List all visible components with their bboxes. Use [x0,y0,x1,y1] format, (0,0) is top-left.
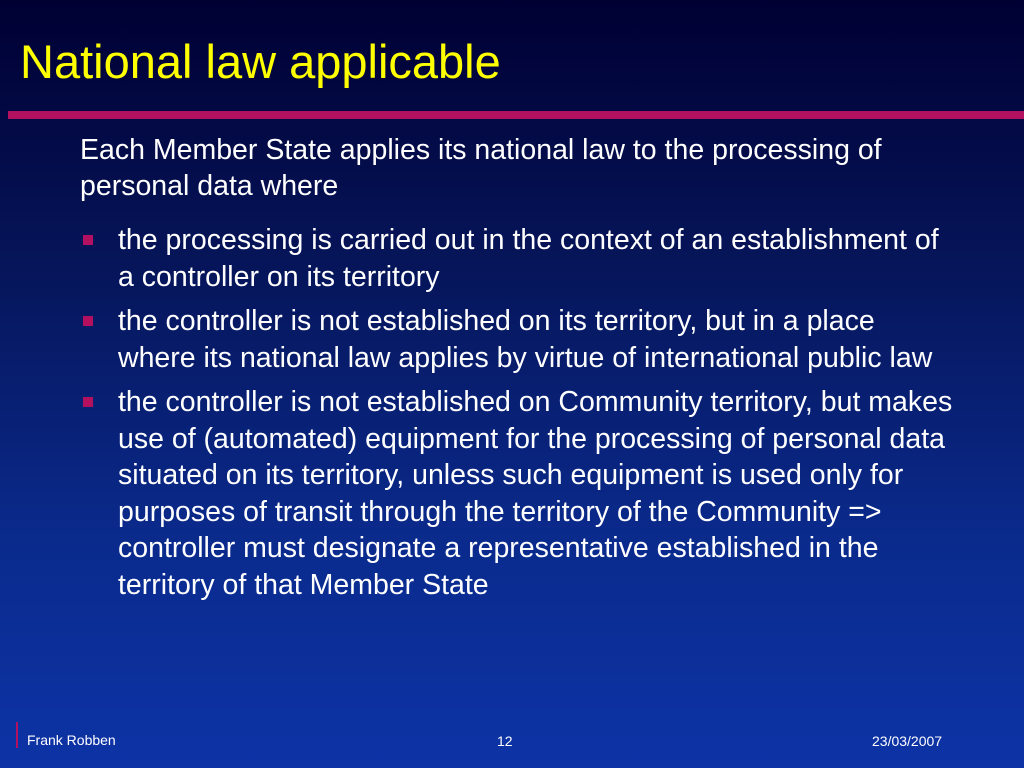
square-bullet-icon [83,316,93,326]
bullet-item [80,222,960,295]
bullet-text: the processing is carried out in the context of an establishment of a controller on its territory [118,224,939,293]
footer-page-number: 12 [497,733,513,749]
bullet-item [80,384,960,603]
square-bullet-icon [83,397,93,407]
bullet-list [80,222,960,611]
slide-title: National law applicable [20,35,501,88]
footer-date: 23/03/2007 [872,733,943,749]
footer-author: Frank Robben [27,732,116,748]
title-divider [8,111,1024,119]
footer-divider [16,722,18,748]
intro-text: Each Member State applies its national law to the processing of personal data where [80,134,882,202]
bullet-text: the controller is not established on its territory, but in a place where its national law applies by virtue of international public law [118,305,933,374]
square-bullet-icon [83,235,93,245]
bullet-item [80,303,960,376]
bullet-text: the controller is not established on Community territory, but makes use of (automated) equipment for the processing of personal data situated on its territory, unless such equipment is used only for purposes of transit through the territory of the Community => controller must designate a representative established in the territory of that Member State [118,386,953,601]
